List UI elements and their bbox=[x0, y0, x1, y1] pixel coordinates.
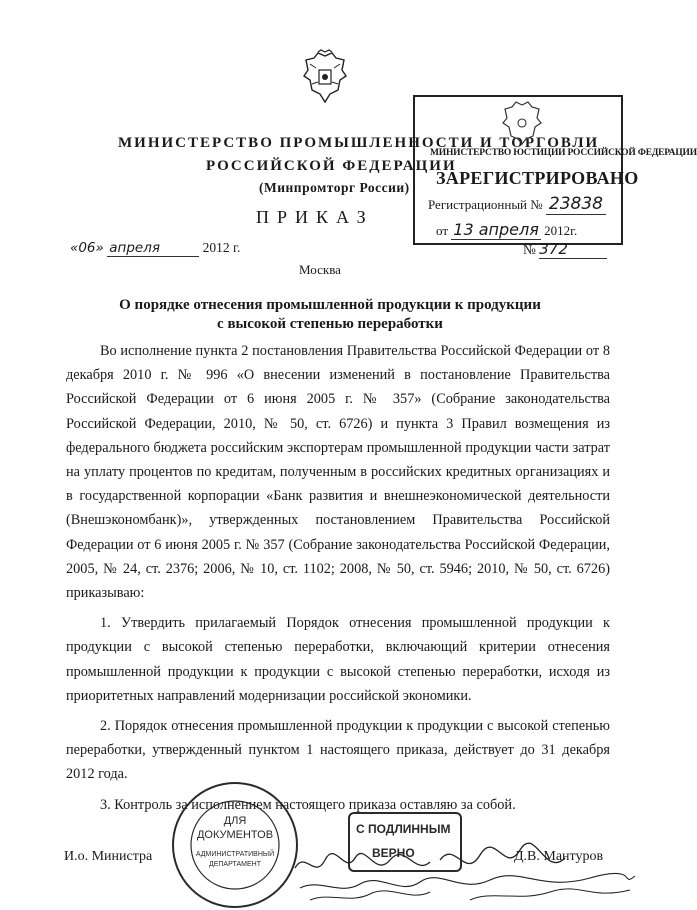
round-stamp-line-3: АДМИНИСТРАТИВНЫЙ bbox=[195, 851, 275, 858]
document-type: ПРИКАЗ bbox=[256, 207, 374, 227]
document-body bbox=[66, 339, 610, 817]
stamp-emblem-icon bbox=[500, 100, 544, 146]
order-number-value: 372 bbox=[539, 240, 607, 259]
stamp-number-value: 23838 bbox=[546, 194, 606, 215]
stamp-registered: ЗАРЕГИСТРИРОВАНО bbox=[436, 168, 639, 188]
stamp-date-year: 2012г. bbox=[544, 223, 578, 238]
stamp-number-label: Регистрационный № bbox=[428, 197, 543, 212]
copy-stamp-line-2: ВЕРНО bbox=[372, 846, 415, 860]
round-stamp-line-1: ДЛЯ bbox=[223, 815, 247, 827]
paragraph-preamble: Во исполнение пункта 2 постановления Правительства Российской Федерации от 8 декабря 2010 г. № 996 «О внесении изменений в постановление Правительства Российской Федерации от 6 июня 2005 г. № 357» (Собрание законодательства Российской Федерации, 2010, № 50, ст. 6726) и пункта 3 Правил возмещения из федерального бюджета российским экспортерам промышленной продукции части затрат на уплату процентов по кредитам, полученным в российских кредитных организациях и в государственной корпорации «Банк развития и внешнеэкономической деятельности (Внешэкономбанк)», утвержденных постановлением Правительства Российской Федерации от 6 июня 2005 г. № 357 (Собрание законодательства Российской Федерации, 2005, № 24, ст. 2376; 2006, № 10, ст. 1102; 2008, № 50, ст. 5946; 2010, № 50, ст. 6726) приказываю: bbox=[66, 343, 610, 602]
title-line-1: О порядке отнесения промышленной продукции к продукции bbox=[119, 297, 541, 313]
round-stamp bbox=[170, 780, 300, 910]
signatory-position: И.о. Министра bbox=[64, 849, 153, 864]
document-title bbox=[60, 296, 600, 334]
ministry-short-name: (Минпромторг России) bbox=[259, 180, 410, 195]
order-year: 2012 г. bbox=[202, 240, 241, 255]
stamp-registration-number bbox=[428, 194, 606, 214]
paragraph-item-2: 2. Порядок отнесения промышленной продукции к продукции с высокой степенью переработки, утвержденный пунктом 1 настоящего приказа, действует до 31 декабря 2012 года. bbox=[66, 718, 610, 783]
ministry-name: МИНИСТЕРСТВО ПРОМЫШЛЕННОСТИ И ТОРГОВЛИ bbox=[118, 135, 600, 151]
order-month: апреля bbox=[107, 240, 199, 257]
stamp-date-value: 13 апреля bbox=[453, 220, 539, 239]
order-date bbox=[70, 240, 240, 257]
paragraph-item-1: 1. Утвердить прилагаемый Порядок отнесения промышленной продукции к продукции с высокой степенью переработки, включающий критерии отнесения промышленной продукции к продукции с высокой степенью переработки, исходя из приоритетных направлений модернизации российской экономики. bbox=[66, 615, 610, 704]
order-number bbox=[523, 240, 607, 259]
signatory-name: Д.В. Мантуров bbox=[514, 849, 604, 864]
copy-stamp-line-1: С ПОДЛИННЫМ bbox=[356, 822, 451, 836]
round-stamp-line-2: ДОКУМЕНТОВ bbox=[196, 829, 274, 841]
handwritten-signature bbox=[290, 830, 640, 905]
coat-of-arms-icon bbox=[302, 50, 348, 106]
city: Москва bbox=[299, 262, 341, 277]
round-stamp-line-4: ДЕПАРТАМЕНТ bbox=[208, 861, 262, 868]
stamp-date-prefix: от bbox=[436, 223, 449, 238]
stamp-ministry-of-justice: МИНИСТЕРСТВО ЮСТИЦИИ РОССИЙСКОЙ ФЕДЕРАЦИИ bbox=[430, 148, 697, 158]
paragraph-item-3: 3. Контроль за исполнением настоящего приказа оставляю за собой. bbox=[100, 796, 516, 813]
order-number-label: № bbox=[523, 242, 536, 257]
title-line-2: с высокой степенью переработки bbox=[217, 316, 443, 332]
federation-name: РОССИЙСКОЙ ФЕДЕРАЦИИ bbox=[206, 158, 457, 174]
stamp-registration-date bbox=[436, 220, 577, 239]
order-day: «06» bbox=[70, 240, 104, 256]
